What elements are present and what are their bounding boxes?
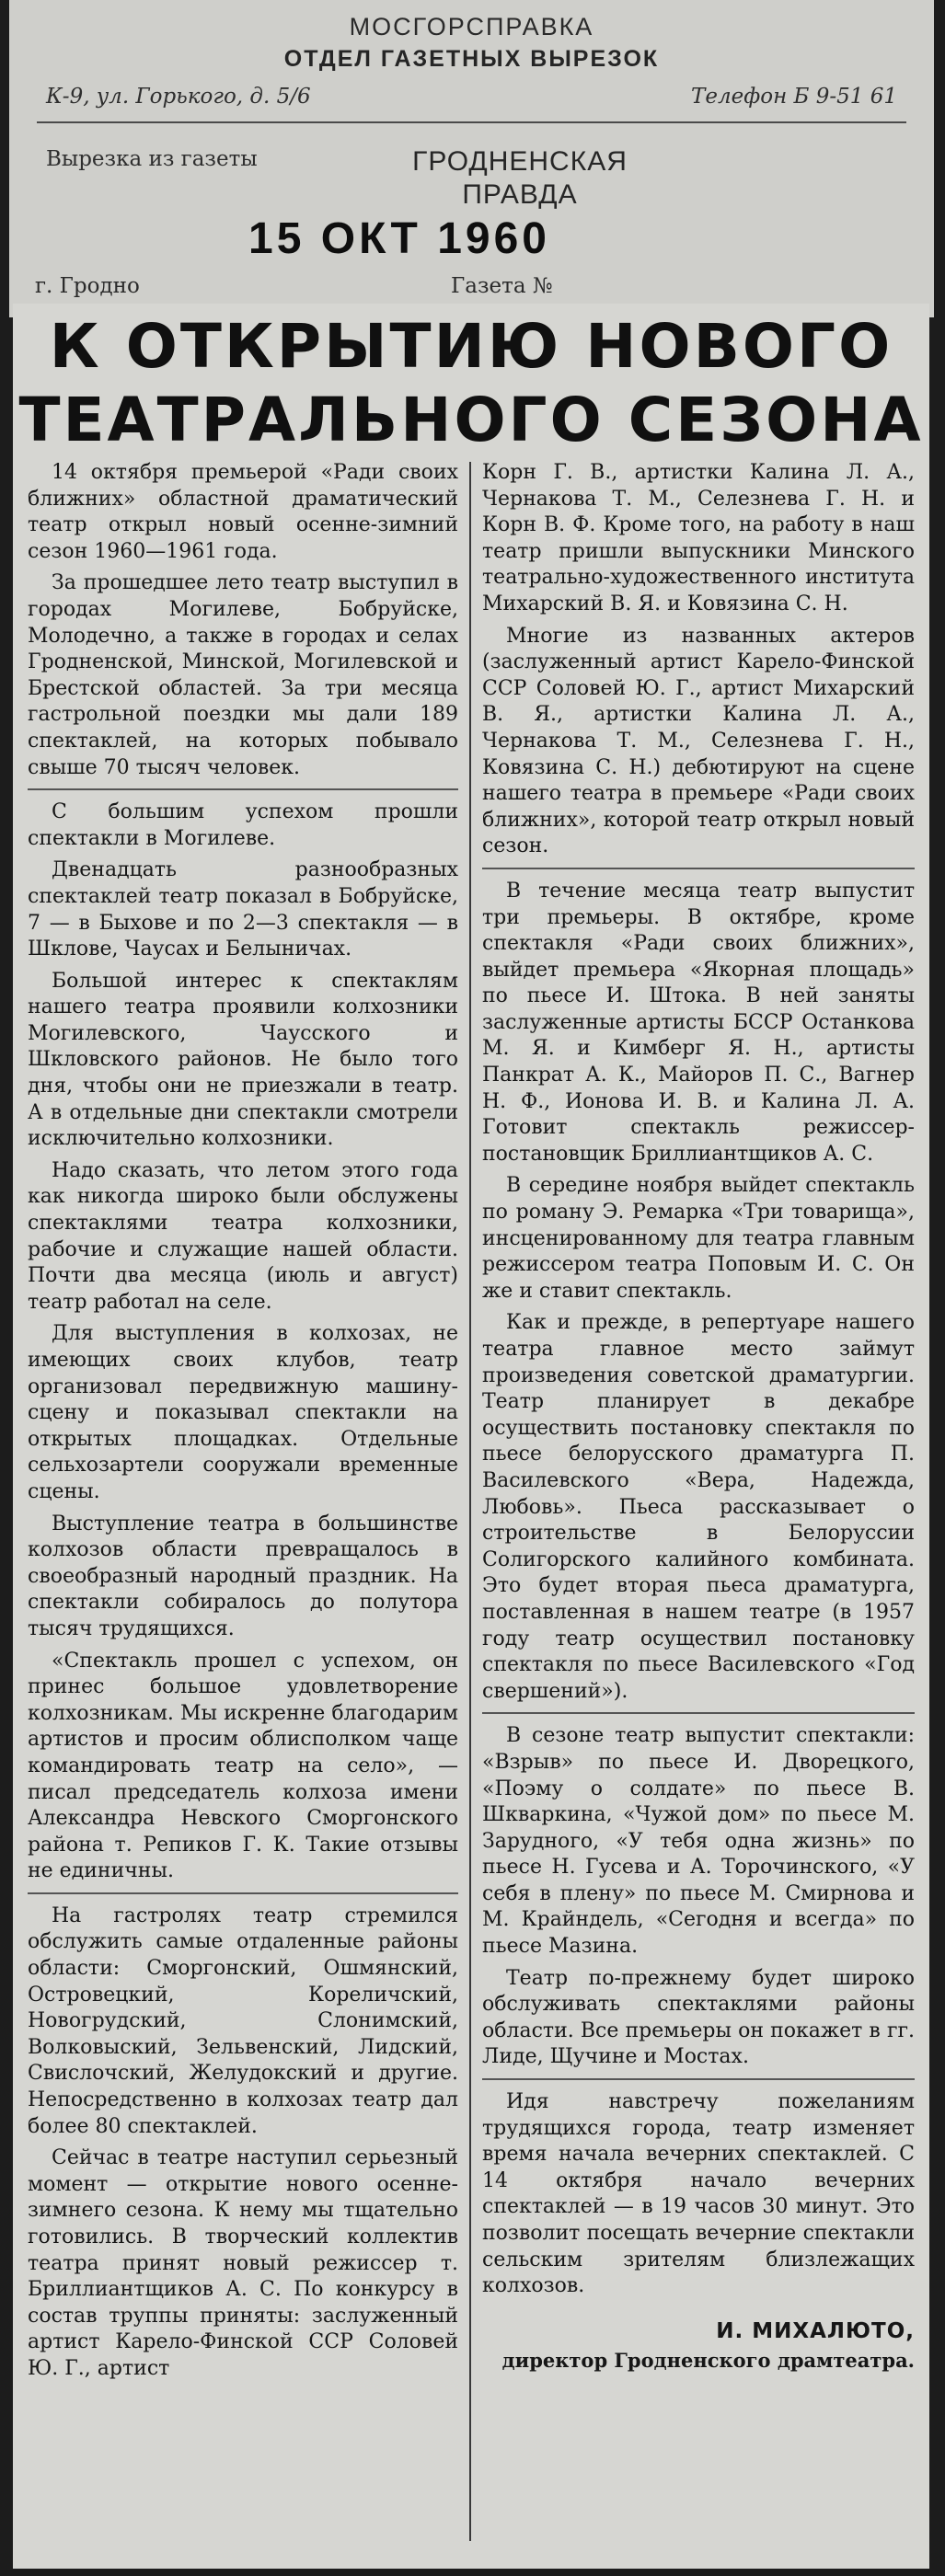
newspaper-article bbox=[13, 304, 929, 2569]
paragraph: 14 октября премьерой «Ради своих ближних» областной драматический театр открыл новый осенне-зимний сезон 1960—1961 года. bbox=[28, 461, 458, 563]
paragraph-separator bbox=[482, 1712, 915, 1714]
paragraph: С большим успехом прошли спектакли в Могилеве. bbox=[28, 800, 458, 850]
paragraph: Корн Г. В., артистки Калина Л. А., Чернакова Т. М., Селезнева Г. Н. и Корн В. Ф. Кроме того, на работу в наш театр пришли выпускники Минского театрально-художественного института Михарский В. Я. и Ковязина С. Н. bbox=[482, 461, 915, 615]
gazeta-number-label: Газета № bbox=[451, 274, 553, 298]
paragraph: Выступление театра в большинстве колхозов области превращалось в своеобразный народный праздник. На спектакли собиралось до полутора тысяч трудящихся. bbox=[28, 1512, 458, 1640]
date-stamp: 15 ОКТ 1960 bbox=[248, 214, 550, 263]
article-column-left bbox=[28, 460, 458, 2388]
newspaper-name: ГРОДНЕНСКАЯ ПРАВДА bbox=[412, 146, 628, 210]
city-label: г. Гродно bbox=[35, 274, 140, 298]
cutting-label: Вырезка из газеты bbox=[46, 147, 258, 171]
paragraph: «Спектакль прошел с успехом, он принес большое удовлетворение колхозникам. Мы искренне благодарим артистов и просим облисполком чаще командировать театр на село», — писал председатель колхоза имени Александра Невского Сморгонского района т. Репиков Г. К. Такие отзывы не единичны. bbox=[28, 1649, 458, 1883]
headline-line-1: К ОТКРЫТИЮ НОВОГО bbox=[49, 311, 893, 382]
paragraph: На гастролях театр стремился обслужить самые отдаленные районы области: Сморгонский, Ошмянский, Островецкий, Кореличский, Новогрудский, Слонимский, Волковыский, Зельвенский, Лидский, Свислочский, Желудокский и другие. Непосредственно в колхозах театр дал более 80 спектаклей. bbox=[28, 1903, 458, 2138]
article-column-right bbox=[482, 460, 915, 2375]
paragraph: Многие из названных актеров (заслуженный артист Карело-Финской ССР Соловей Ю. Г., артист Михарский В. Я., артистки Калина Л. А., Чернакова Т. М., Селезнева Г. Н., Ковязина С. Н.) дебютируют на сцене нашего театра в премьере «Ради своих ближних», которой театр открыл новый сезон. bbox=[482, 624, 915, 858]
clipping-slip bbox=[9, 0, 934, 317]
agency-name: МОСГОРСПРАВКА bbox=[349, 13, 594, 40]
paragraph: Сейчас в театре наступил серьезный момент — открытие нового осенне-зимнего сезона. К нему мы тщательно готовились. В творческий коллектив театра принят новый режиссер т. Бриллиантщиков А. С. По конкурсу в состав труппы приняты: заслуженный артист Карело-Финской ССР Соловей Ю. Г., артист bbox=[28, 2146, 458, 2380]
paragraph-separator bbox=[28, 1892, 458, 1894]
paragraph-separator bbox=[28, 788, 458, 790]
author-signature: И. МИХАЛЮТО, bbox=[716, 2318, 915, 2343]
paragraph-separator bbox=[482, 868, 915, 869]
paragraph-separator bbox=[482, 2078, 915, 2080]
paragraph: Театр по-прежнему будет широко обслуживать спектаклями районы области. Все премьеры он покажет в гг. Лиде, Щучине и Мостах. bbox=[482, 1966, 915, 2069]
paragraph: Двенадцать разнообразных спектаклей театр показал в Бобруйске, 7 — в Быхове и по 2—3 спектакля — в Шклове, Чаусах и Белыничах. bbox=[28, 858, 458, 961]
headline-line-2: ТЕАТРАЛЬНОГО СЕЗОНА bbox=[18, 385, 924, 455]
paragraph: Надо сказать, что летом этого года как никогда широко были обслужены спектаклями театра колхозники, рабочие и служащие нашей области. Почти два месяца (июль и август) театр работал на селе. bbox=[28, 1158, 458, 1314]
paragraph: В сезоне театр выпустит спектакли: «Взрыв» по пьесе И. Дворецкого, «Поэму о солдате» по пьесе В. Шкваркина, «Чужой дом» по пьесе М. Зарудного, «У тебя одна жизнь» по пьесе Н. Гусева и А. Торочинского, «У себя в плену» по пьесе М. Смирнова и М. Крайндель, «Сегодня и всегда» по пьесе Мазина. bbox=[482, 1724, 915, 1959]
column-rule bbox=[469, 462, 471, 2541]
paragraph: В середине ноября выйдет спектакль по роману Э. Ремарка «Три товарища», инсценированному для театра главным режиссером театра Поповым И. С. Он же и ставит спектакль. bbox=[482, 1174, 915, 1303]
paragraph: Большой интерес к спектаклям нашего театра проявили колхозники Могилевского, Чаусского и Шкловского районов. Не было того дня, чтобы они не приезжали в театр. А в отдельные дни спектакли смотрели исключительно колхозники. bbox=[28, 969, 458, 1151]
agency-phone: Телефон Б 9-51 61 bbox=[691, 85, 897, 109]
paragraph: Для выступления в колхозах, не имеющих своих клубов, театр организовал передвижную машину-сцену и показывал спектакли на открытых площадках. Отдельные сельхозартели сооружали временные сцены. bbox=[28, 1322, 458, 1503]
paragraph: В течение месяца театр выпустит три премьеры. В октябре, кроме спектакля «Ради своих ближних», выйдет премьера «Якорная площадь» по пьесе И. Штока. В ней заняты заслуженные артисты БССР Останкова М. Я. и Кимберг Я. Н., артисты Панкрат А. К., Майоров П. С., Вагнер Н. Ф., Ионова И. В. и Калина Л. А. Готовит спектакль режиссер-постановщик Бриллиантщиков А. С. bbox=[482, 879, 915, 1166]
paragraph: Как и прежде, в репертуаре нашего театра главное место займут произведения советской драматургии. Театр планирует в декабре осуществить постановку спектакля по пьесе белорусского драматурга П. Василевского «Вера, Надежда, Любовь». Пьеса рассказывает о строительстве в Белоруссии Солигорского калийного комбината. Это будет вторая пьеса драматурга, поставленная в нашем театре (в 1957 году театр осуществил постановку спектакля по пьесе Василевского «Год свершений»). bbox=[482, 1311, 915, 1703]
paragraph: За прошедшее лето театр выступил в городах Могилеве, Бобруйске, Молодечно, а также в городах и селах Гродненской, Минской, Могилевской и Брестской областей. За три месяца гастрольной поездки мы дали 189 спектаклей, на которых побывало свыше 70 тысяч человек. bbox=[28, 571, 458, 779]
paragraph: Идя навстречу пожеланиям трудящихся города, театр изменяет время начала вечерних спектаклей. С 14 октября начало вечерних спектаклей — в 19 часов 30 минут. Это позволит посещать вечерние спектакли сельским зрителям близлежащих колхозов. bbox=[482, 2090, 915, 2298]
slip-divider bbox=[37, 121, 906, 123]
agency-address: К-9, ул. Горького, д. 5/6 bbox=[46, 85, 311, 109]
author-title: директор Гродненского драмтеатра. bbox=[501, 2349, 915, 2373]
department-name: ОТДЕЛ ГАЗЕТНЫХ ВЫРЕЗОК bbox=[283, 46, 660, 72]
